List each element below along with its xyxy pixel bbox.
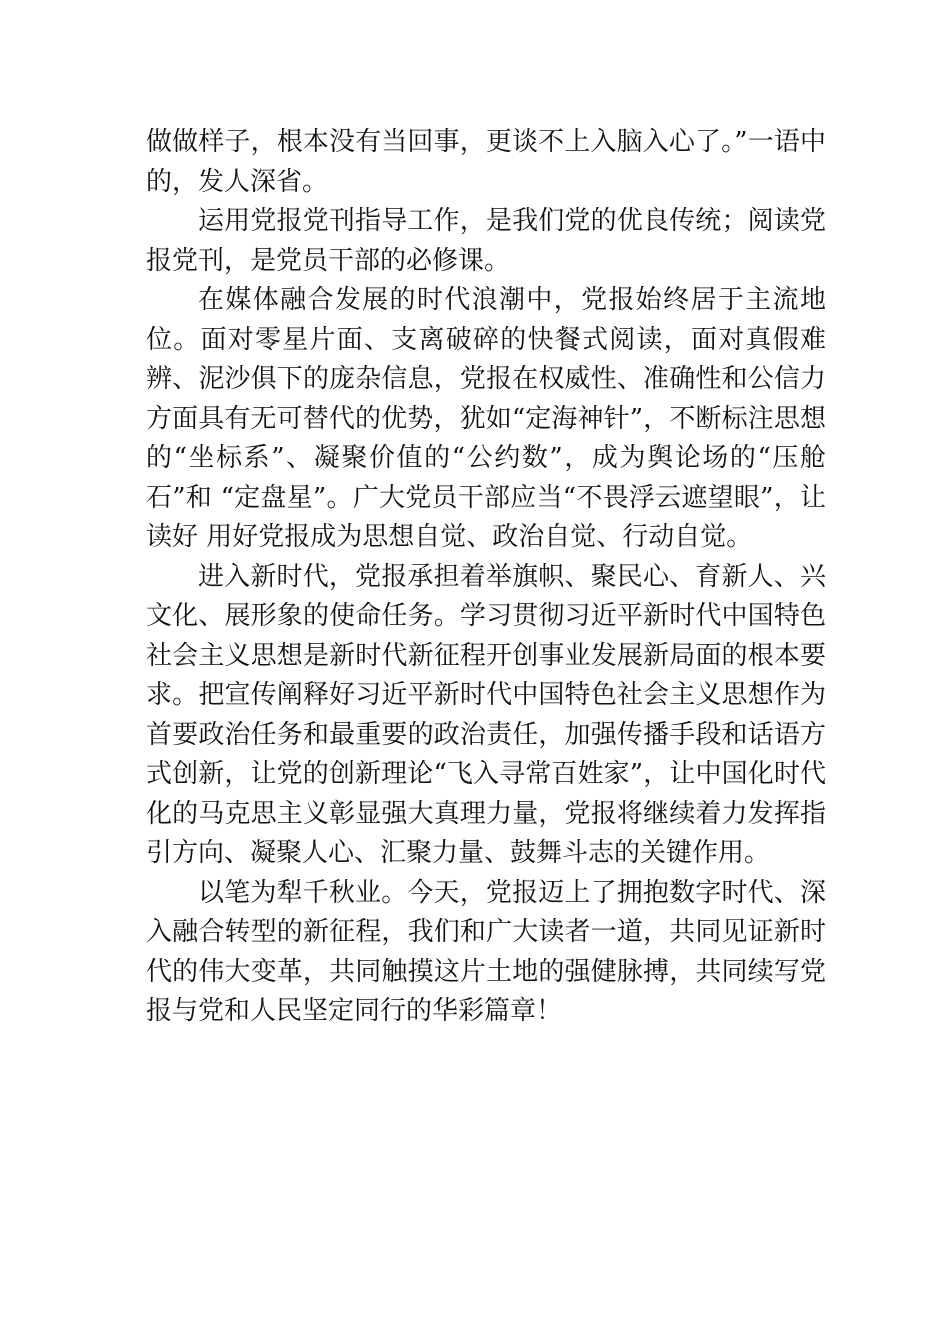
paragraph-new-era: 进入新时代，党报承担着举旗帜、聚民心、育新人、兴文化、展形象的使命任务。学习贯彻习近平新时代中国特色社会主义思想是新时代新征程开创事业发展新局面的根本要求。把宣传阐释好习近平新时代中国特色社会主义思想作为首要政治任务和最重要的政治责任，加强传播手段和话语方式创新，让党的创新理论“飞入寻常百姓家”，让中国化时代化的马克思主义彰显强大真理力量，党报将继续着力发挥指引方向、凝聚人心、汇聚力量、鼓舞斗志的关键作用。: [146, 561, 826, 868]
paragraph-media-fusion: 在媒体融合发展的时代浪潮中，党报始终居于主流地位。面对零星片面、支离破碎的快餐式阅读，面对真假难辨、泥沙俱下的庞杂信息，党报在权威性、准确性和公信力方面具有无可替代的优势，犹如“定海神针”，不断标注思想的“坐标系”、凝聚价值的“公约数”，成为舆论场的“压舱石”和 “定盘星”。广大党员干部应当“不畏浮云遮望眼”，让读好 用好党报成为思想自觉、政治自觉、行动自觉。: [146, 285, 826, 552]
paragraph-continuation: 做做样子，根本没有当回事，更谈不上入脑入心了。”一语中的，发人深省。: [146, 127, 826, 197]
paragraph-conclusion: 以笔为犁千秋业。今天，党报迈上了拥抱数字时代、深入融合转型的新征程，我们和广大读者一道，共同见证新时代的伟大变革，共同触摸这片土地的强健脉搏，共同续写党报与党和人民坚定同行的华彩篇章！: [146, 877, 826, 1026]
paragraph-tradition: 运用党报党刊指导工作，是我们党的优良传统；阅读党报党刊，是党员干部的必修课。: [146, 206, 826, 276]
article-body: [146, 123, 826, 1032]
